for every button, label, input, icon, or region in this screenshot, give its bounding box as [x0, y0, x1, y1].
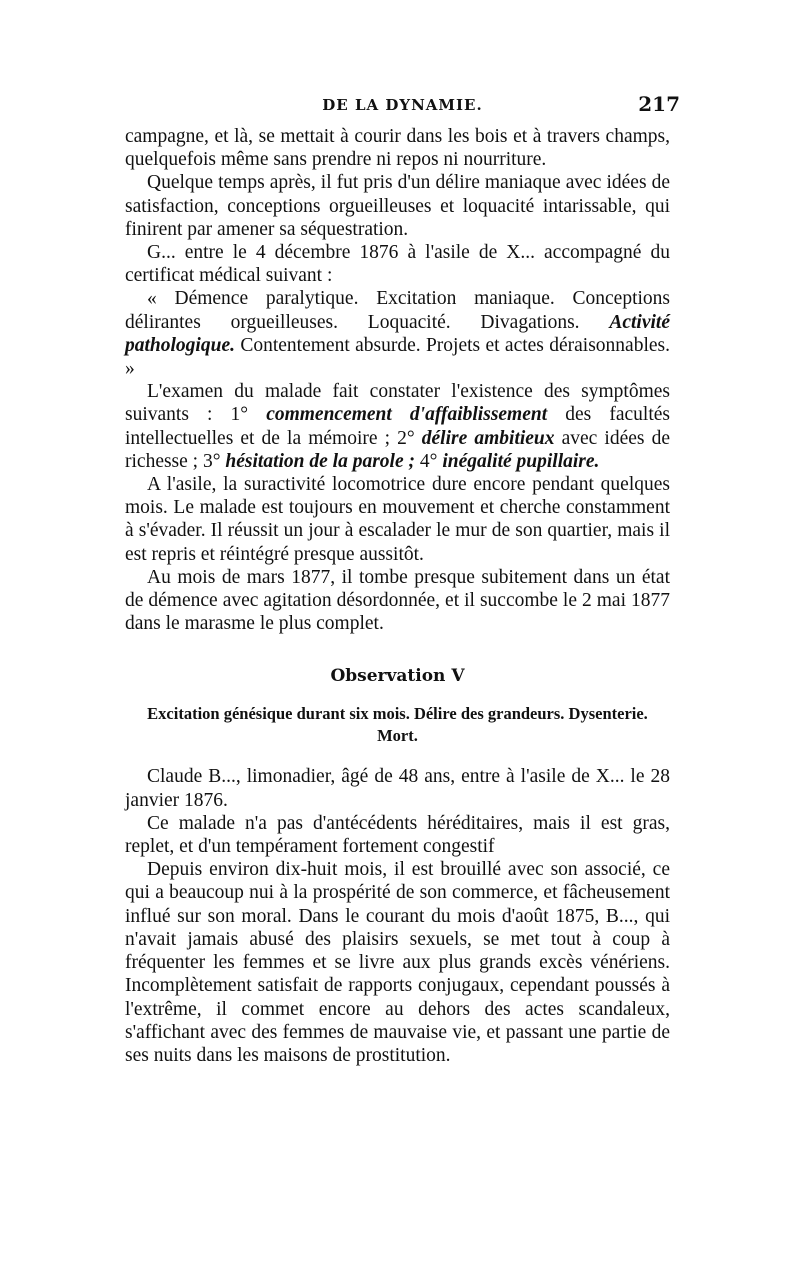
page-number: 217: [638, 92, 680, 116]
certificate-text-1: « Démence paralytique. Excitation maniaque. Conceptions délirantes orgueilleuses. Loquacité. Divagations.: [125, 288, 670, 333]
running-head: [125, 92, 680, 120]
exam-symptom-3: hésitation de la parole ;: [225, 450, 415, 472]
paragraph-continuation: campagne, et là, se mettait à courir dans les bois et à travers champs, quelquefois même sans prendre ni repos ni nourriture.: [125, 126, 670, 171]
exam-symptom-1: commencement d'affaiblissement: [266, 404, 548, 426]
exam-symptom-4: inégalité pupillaire.: [442, 450, 600, 472]
paragraph-heredity: Ce malade n'a pas d'antécédents héréditaires, mais il est gras, replet, et d'un tempérament fortement congestif: [125, 812, 670, 858]
certificate-emphasis: Activité pathologique.: [125, 311, 670, 356]
exam-text-3: 4°: [415, 450, 443, 472]
paragraph-history: Depuis environ dix-huit mois, il est brouillé avec son associé, ce qui a beaucoup nui à la prospérité de son commerce, et fâcheusement influé sur son moral. Dans le courant du mois d'août 1875, B..., qui n'avait jamais abusé des plaisirs sexuels, se met tout à coup à fréquenter les femmes et se livre aux plus grands excès vénériens. Incomplètement satisfait de rapports conjugaux, cependant poussés à l'extrême, il commet encore au dehors des actes scandaleux, s'affichant avec des femmes de mauvaise vie, et passant une partie de ses nuits dans les maisons de prostitution.: [125, 859, 670, 1066]
paragraph-delirium: Quelque temps après, il fut pris d'un délire maniaque avec idées de satisfaction, conceptions orgueilleuses et loquacité intarissable, qui finirent par amener sa séquestration.: [125, 172, 670, 240]
paragraph-death: Au mois de mars 1877, il tombe presque subitement dans un état de démence avec agitation désordonnée, et il succombe le 2 mai 1877 dans le marasme le plus complet.: [125, 566, 670, 635]
paragraph-patient-intro: Claude B..., limonadier, âgé de 48 ans, entre à l'asile de X... le 28 janvier 1876.: [125, 766, 670, 811]
exam-text-1: des facultés intellectuelles et de la mémoire ; 2°: [125, 404, 670, 449]
running-title: DE LA DYNAMIE.: [322, 96, 483, 114]
paragraph-examination: [125, 380, 670, 473]
paragraph-certificate: [125, 287, 670, 380]
certificate-text-2: Contentement absurde. Projets et actes déraisonnables. »: [125, 334, 670, 380]
exam-intro: L'examen du malade fait constater l'existence des symptômes suivants : 1°: [125, 381, 670, 426]
paragraph-admission: G... entre le 4 décembre 1876 à l'asile de X... accompagné du certificat médical suivant :: [125, 242, 670, 287]
body-text: [125, 125, 670, 1067]
exam-symptom-2: délire ambitieux: [421, 427, 555, 449]
observation-subtitle: Excitation génésique durant six mois. Délire des grandeurs. Dysenterie. Mort.: [147, 704, 648, 746]
observation-text: [125, 765, 670, 1067]
observation-title: Observation V: [330, 666, 465, 687]
exam-text-2: avec idées de richesse ; 3°: [125, 427, 670, 472]
paragraph-asylum: A l'asile, la suractivité locomotrice dure encore pendant quelques mois. Le malade est toujours en mouvement et cherche constamment à s'évader. Il réussit un jour à escalader le mur de son quartier, mais il est repris et réintégré presque aussitôt.: [125, 474, 670, 565]
